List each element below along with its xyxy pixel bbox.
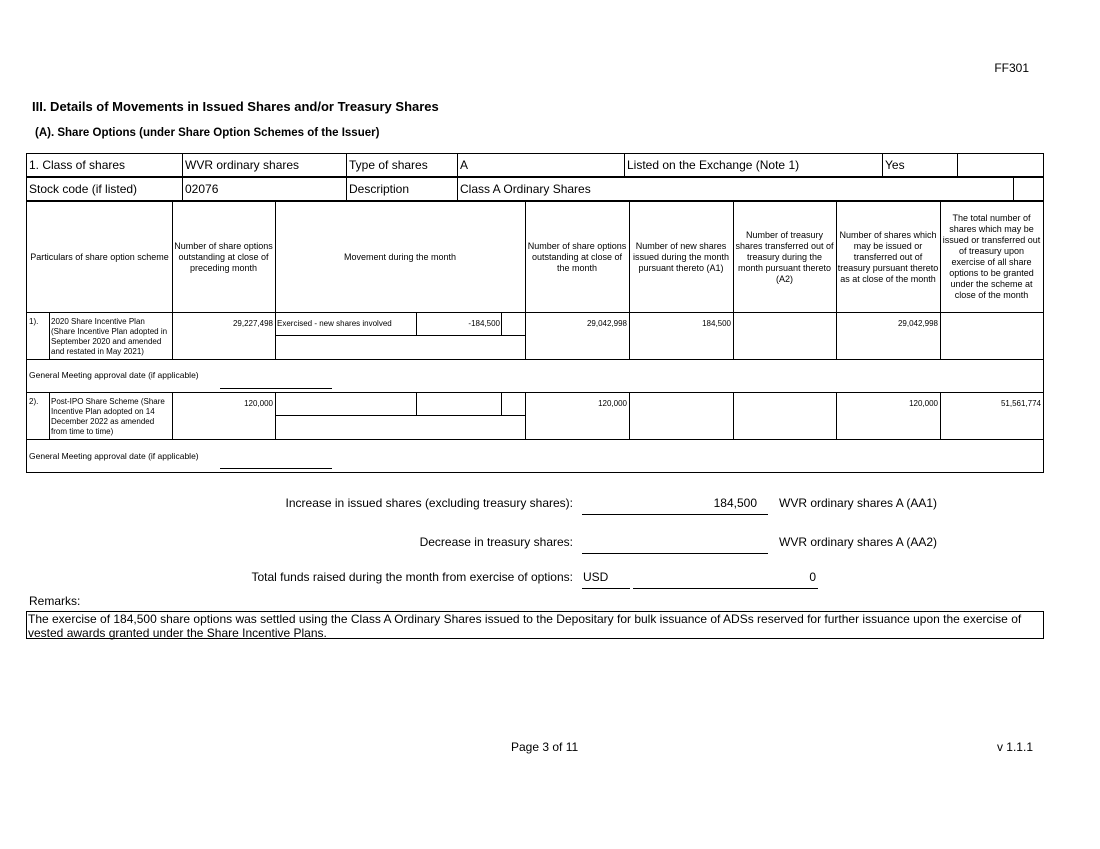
description-blank-cell (1013, 178, 1043, 200)
decrease-suffix: WVR ordinary shares A (AA2) (779, 535, 938, 549)
row2-outstanding-preceding: 120,000 (244, 399, 273, 408)
funds-currency: USD (583, 570, 609, 584)
col-particulars: Particulars of share option scheme (30, 251, 169, 262)
increase-label: Increase in issued shares (excluding treasury shares): (285, 496, 573, 510)
class-value: WVR ordinary shares (182, 154, 346, 176)
form-code: FF301 (994, 61, 1029, 75)
class-of-shares-row (26, 153, 1044, 177)
listed-label: Listed on the Exchange (Note 1) (624, 154, 882, 176)
row2-total-number: 51,561,774 (1000, 399, 1041, 408)
increase-value: 184,500 (713, 496, 757, 510)
description-value: Class A Ordinary Shares (457, 178, 1013, 200)
remarks-text: The exercise of 184,500 share options was settled using the Class A Ordinary Shares issued to the Depositary for bulk issuance of ADSs reserved for further issuance upon the exercise of vested awards granted under the Share Incentive Plans. (26, 611, 1044, 639)
col-total-number: The total number of shares which may be issued or transferred out of treasury upon exercise of all share options to be granted under the scheme at close of the month (942, 213, 1041, 300)
col-treasury-transferred: Number of treasury shares transferred out of treasury during the month pursuant thereto (A2) (735, 229, 834, 284)
type-value: A (457, 154, 624, 176)
col-outstanding-preceding: Number of share options outstanding at close of preceding month (174, 240, 273, 273)
gm-approval-date-line-2[interactable] (220, 468, 332, 469)
col-may-be-issued: Number of shares which may be issued or transferred out of treasury pursuant thereto as at close of the month (837, 229, 939, 284)
row2-index: 2). (29, 397, 39, 406)
row1-outstanding-close: 29,042,998 (586, 319, 627, 328)
class-label: 1. Class of shares (29, 158, 126, 172)
increase-suffix: WVR ordinary shares A (AA1) (779, 496, 938, 510)
listed-value: Yes (882, 154, 957, 176)
row1-may-be-issued: 29,042,998 (897, 319, 938, 328)
col-movement: Movement during the month (343, 251, 457, 262)
stock-code-row (26, 177, 1044, 201)
decrease-label: Decrease in treasury shares: (419, 535, 573, 549)
row1-movement-type: Exercised - new shares involved (277, 319, 392, 328)
type-label: Type of shares (346, 154, 457, 176)
row1-index: 1). (29, 317, 39, 326)
row1-scheme: 2020 Share Incentive Plan (Share Incentive Plan adopted in September 2020 and amended and restated in May 2021) (51, 317, 168, 356)
row1-new-shares: 184,500 (702, 319, 731, 328)
gm-approval-date-line-1[interactable] (220, 388, 332, 389)
section-title: III. Details of Movements in Issued Shares and/or Treasury Shares (32, 99, 439, 114)
row1-movement-value: -184,500 (468, 319, 500, 328)
version: v 1.1.1 (996, 740, 1033, 754)
row2-outstanding-close: 120,000 (598, 399, 627, 408)
gm-approval-label-2: General Meeting approval date (if applicable) (29, 451, 199, 461)
col-outstanding-close: Number of share options outstanding at close of the month (527, 240, 627, 273)
funds-label: Total funds raised during the month from exercise of options: (251, 570, 573, 584)
row2-scheme: Post-IPO Share Scheme (Share Incentive Plan adopted on 14 December 2022 as amended from time to time) (51, 397, 165, 436)
row1-outstanding-preceding: 29,227,498 (232, 319, 273, 328)
remarks-label: Remarks: (29, 594, 81, 608)
header-blank-cell (957, 154, 1043, 176)
share-options-table (26, 201, 1044, 473)
col-new-shares: Number of new shares issued during the month pursuant thereto (A1) (632, 240, 730, 273)
stock-code-value: 02076 (182, 178, 346, 200)
funds-value: 0 (809, 570, 816, 584)
row2-may-be-issued: 120,000 (909, 399, 938, 408)
stock-code-label: Stock code (if listed) (29, 182, 138, 196)
sub-title: (A). Share Options (under Share Option Schemes of the Issuer) (35, 127, 380, 139)
page-number: Page 3 of 11 (511, 740, 579, 754)
gm-approval-label-1: General Meeting approval date (if applicable) (29, 370, 199, 380)
description-label: Description (346, 178, 457, 200)
